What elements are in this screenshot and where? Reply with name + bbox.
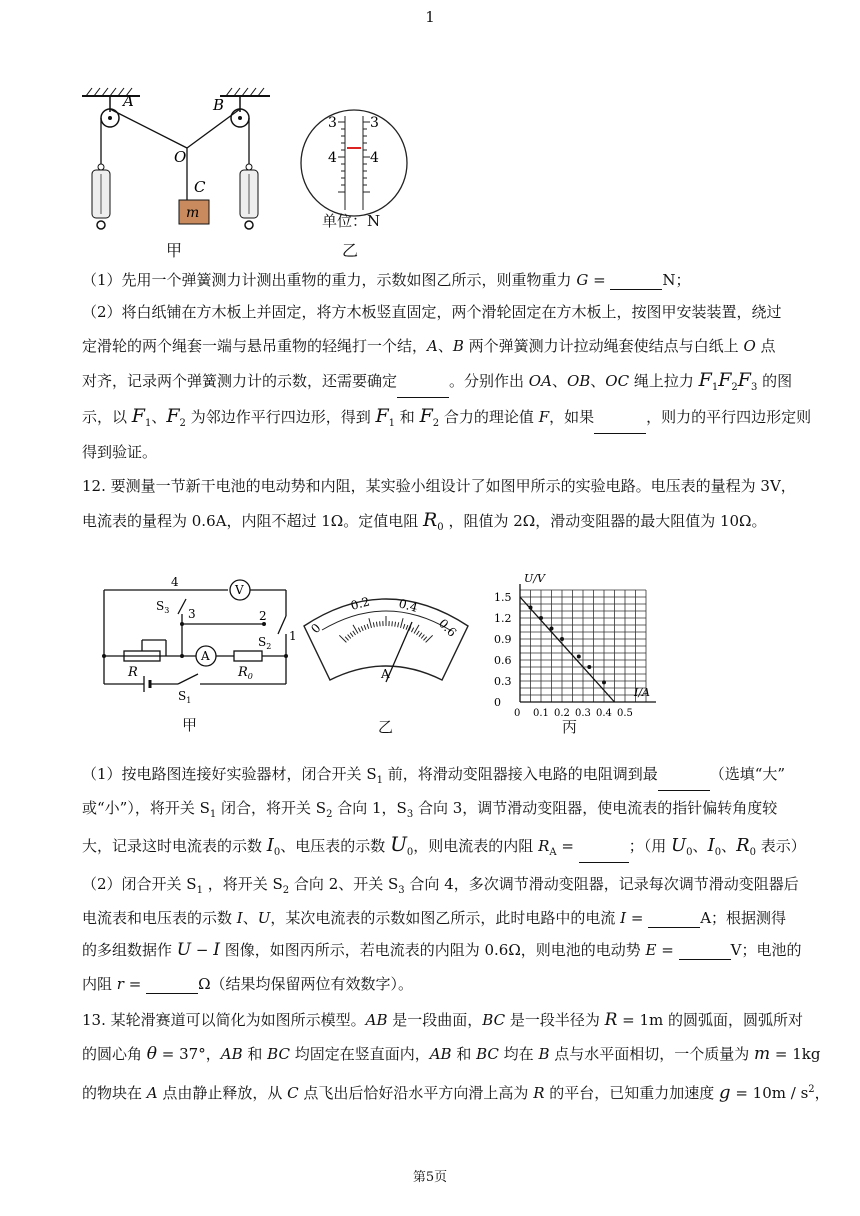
scale-3-right: 3: [370, 115, 379, 131]
data-point: [550, 627, 554, 631]
dial-tick-mark: [416, 631, 419, 635]
dial-tick-mark: [403, 624, 405, 629]
terminal-2: 2: [259, 609, 267, 623]
scale-unit: 单位：N: [322, 212, 381, 230]
dial-tick-mark: [423, 637, 426, 641]
y-tick-label: 0.9: [494, 633, 512, 646]
resistor-r0: [234, 651, 262, 661]
data-point: [587, 665, 591, 669]
dial-tick-mark: [358, 628, 360, 632]
dial-tick-mark: [348, 635, 351, 639]
x-tick-label: 0.3: [575, 708, 591, 719]
ammeter-dial: [298, 586, 474, 698]
q13-line2: 的圆心角 θ = 37°，AB 和 BC 均固定在竖直面内，AB 和 BC 均在 B 点与水平面相切，一个质量为 m = 1kg: [82, 1044, 821, 1064]
y-tick-label: 0.3: [494, 675, 512, 688]
scale-3-left: 3: [328, 115, 337, 131]
caption-yi: 乙: [342, 241, 359, 260]
dial-tick-06: 0.6: [435, 616, 460, 640]
figure-jia-circuit: [96, 574, 296, 724]
terminal-4: 4: [171, 575, 179, 589]
label-a: A: [123, 92, 134, 110]
x-tick-label: 0.1: [533, 708, 549, 719]
data-point: [577, 655, 581, 659]
caption-graph-bing: 丙: [562, 718, 578, 736]
figure-yi-scale: [298, 108, 410, 218]
q13-line1: 13. 某轮滑赛道可以简化为如图所示模型。AB 是一段曲面，BC 是一段半径为 R = 1m 的圆弧面，圆弧所对: [82, 1010, 804, 1030]
scale-reading: [298, 108, 410, 218]
data-point: [560, 637, 564, 641]
x-tick-label: 0: [514, 708, 521, 719]
x-tick-label: 0.4: [596, 708, 612, 719]
q12-part1-line1: （1）按电路图连接好实验器材，闭合开关 $S_1$ 前，将滑动变阻器接入电路的电阻调到最 （选填“大”: [82, 764, 782, 791]
dial-tick-mark: [373, 622, 374, 627]
label-b: B: [213, 96, 225, 114]
y-tick-label: 0: [494, 696, 501, 709]
dial-tick-mark: [426, 635, 433, 642]
q12-intro-line2: 电流表的量程为 0.6A，内阻不超过 1Ω。定值电阻 $R_0$ ，阻值为 2Ω，滑动变阻器的最大阻值为 10Ω。: [82, 509, 767, 533]
switch-s3-label: $S_3$: [156, 599, 170, 615]
dial-tick-0: 0: [308, 620, 324, 637]
dial-tick-mark: [419, 633, 422, 637]
dial-tick-mark: [380, 621, 381, 626]
figure-bing-graph: [492, 570, 662, 732]
x-tick-label: 0.5: [617, 708, 633, 719]
y-tick-label: 1.2: [494, 612, 512, 625]
q12-part2-line1: （2）闭合开关 $S_1$ ，将开关 $S_2$ 合向 2、开关 $S_3$ 合向 4，多次调节滑动变阻器，记录每次调节滑动变阻器后: [82, 875, 799, 896]
q12-intro-line1: 12. 要测量一节新干电池的电动势和内阻，某实验小组设计了如图甲所示的实验电路。电压表的量程为 3V，: [82, 477, 796, 495]
q12-part2-line3: 的多组数据作 U − I 图像，如图丙所示，若电流表的内阻为 0.6Ω，则电池的电动势 E = V；电池的: [82, 940, 802, 960]
terminal-3: 3: [188, 607, 196, 621]
q11-part2-line4: 示，以 $F_1$、$F_2$ 为邻边作平行四边形，得到 $F_1$ 和 $F_2$ 合力的理论值 F，如果 ，则力的平行四边形定则: [82, 406, 782, 434]
scale-4-right: 4: [370, 150, 379, 166]
page-footer: 第5页: [412, 1170, 448, 1185]
q12-part1-line2: 或“小”），将开关 $S_1$ 闭合，将开关 $S_2$ 合向 1，$S_3$ 合向 3，调节滑动变阻器，使电流表的指针偏转角度较: [82, 799, 778, 820]
dial-tick-mark: [369, 618, 372, 628]
dial-tick-02: 0.2: [349, 594, 372, 613]
dial-tick-mark: [350, 633, 353, 637]
scale-4-left: 4: [328, 150, 337, 166]
dial-tick-mark: [339, 635, 346, 642]
dial-tick-mark: [411, 628, 413, 632]
q13-line3: 的物块在 A 点由静止释放，从 C 点飞出后恰好沿水平方向滑上高为 R 的平台，已知重力加速度 $g = 10m / s^2$，: [82, 1082, 830, 1103]
page-number: 1: [425, 8, 435, 26]
data-point: [529, 606, 533, 610]
fit-line: [520, 597, 615, 702]
u-i-graph: [492, 570, 662, 732]
dial-tick-mark: [392, 621, 393, 626]
terminal-1: 1: [289, 629, 296, 643]
dial-tick-mark: [364, 625, 366, 630]
caption-circuit-jia: 甲: [182, 716, 198, 734]
dial-letter: A: [381, 667, 390, 681]
q11-part2-line3: 对齐，记录两个弹簧测力计的示数，还需要确定 。分别作出 OA、OB、OC 绳上拉力 $F_1F_2F_3$ 的图: [82, 370, 782, 398]
dial-tick-mark: [406, 625, 408, 630]
q11-part1: （1）先用一个弹簧测力计测出重物的重力，示数如图乙所示，则重物重力 G = N；: [82, 271, 691, 289]
x-tick-label: 0.2: [554, 708, 570, 719]
voltmeter-label: V: [235, 583, 244, 597]
data-point: [539, 616, 543, 620]
label-o: O: [174, 148, 187, 166]
dial-tick-mark: [421, 635, 424, 639]
q11-part2-line5: 得到验证。: [82, 443, 158, 461]
dial-tick-mark: [353, 631, 356, 635]
y-tick-label: 1.5: [494, 591, 512, 604]
rheostat-label: R: [128, 665, 138, 680]
dial-tick-mark: [398, 622, 399, 627]
figure-jia-pulleys: [80, 84, 280, 254]
q11-part2-line1: （2）将白纸铺在方木板上并固定，将方木板竖直固定，两个滑轮固定在方木板上，按图甲安装装置，绕过: [82, 303, 782, 321]
circuit-diagram: [96, 574, 296, 724]
caption-jia: 甲: [166, 241, 183, 260]
dial-tick-mark: [395, 622, 396, 627]
dial-tick-04: 0.4: [397, 596, 420, 615]
q12-part1-line3: 大，记录这时电流表的示数 $I_0$、电压表的示数 $U_0$，则电流表的内阻 $R_A$ = ；（用 $U_0$、$I_0$、$R_0$ 表示）: [82, 834, 782, 863]
dial-tick-mark: [376, 622, 377, 627]
dial-tick-mark: [361, 626, 363, 631]
ammeter-label: A: [201, 649, 210, 663]
dial-tick-mark: [367, 624, 369, 629]
caption-ammeter-yi: 乙: [378, 718, 394, 736]
y-tick-label: 0.6: [494, 654, 512, 667]
switch-s2-label: $S_2$: [258, 635, 272, 651]
dial-tick-mark: [400, 618, 403, 628]
pulley-diagram: [80, 84, 280, 254]
r0-label: $R_0$: [238, 665, 253, 681]
x-axis-label: I/A: [634, 686, 650, 699]
ammeter-needle: [386, 622, 412, 682]
q12-part2-line4: 内阻 r = Ω（结果均保留两位有效数字）。: [82, 975, 414, 993]
data-point: [602, 680, 606, 684]
q12-part2-line2: 电流表和电压表的示数 I、U，某次电流表的示数如图乙所示，此时电路中的电流 I = A；根据测得: [82, 909, 787, 927]
q11-part2-line2: 定滑轮的两个绳套一端与悬吊重物的轻绳打一个结，A、B 两个弹簧测力计拉动绳套使结点与白纸上 O 点: [82, 337, 776, 355]
label-m: m: [186, 205, 200, 221]
figure-yi-ammeter: [298, 586, 474, 698]
label-c: C: [194, 178, 206, 196]
y-axis-label: U/V: [524, 572, 545, 585]
dial-tick-mark: [345, 637, 348, 641]
switch-s1-label: $S_1$: [178, 689, 192, 705]
